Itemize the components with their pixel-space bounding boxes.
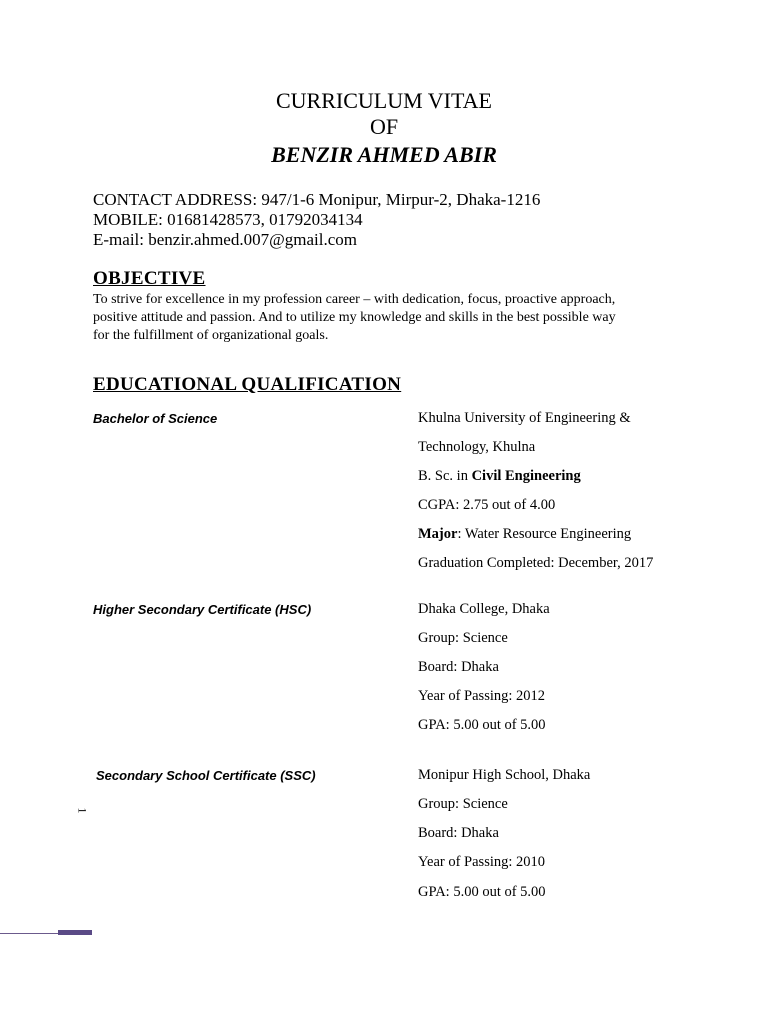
- contact-mobile: MOBILE: 01681428573, 01792034134: [93, 210, 363, 229]
- bsc-major-label: Major: [418, 526, 458, 542]
- bsc-major-value: : Water Resource Engineering: [457, 526, 632, 542]
- bsc-degree-title: Bachelor of Science: [93, 411, 218, 426]
- cv-title: CURRICULUM VITAE: [275, 88, 492, 113]
- objective-line: To strive for excellence in my profession career – with dedication, focus, proactive approach,: [93, 292, 616, 307]
- bsc-program-name: Civil Engineering: [471, 468, 581, 484]
- ssc-group: Group: Science: [418, 796, 508, 812]
- hsc-gpa: GPA: 5.00 out of 5.00: [418, 717, 546, 733]
- contact-section: [93, 190, 540, 250]
- bsc-program-prefix: B. Sc. in: [418, 468, 472, 484]
- objective-line: positive attitude and passion. And to utilize my knowledge and skills in the best possible way: [93, 310, 616, 325]
- candidate-name: BENZIR AHMED ABIR: [271, 142, 497, 167]
- bsc-institution-line1: Khulna University of Engineering &: [418, 410, 631, 426]
- bsc-graduation: Graduation Completed: December, 2017: [418, 555, 654, 571]
- objective-text: [93, 291, 683, 345]
- hsc-institution: Dhaka College, Dhaka: [418, 601, 550, 617]
- bsc-program: [418, 468, 581, 485]
- cv-title-of: OF: [369, 114, 399, 139]
- hsc-year: Year of Passing: 2012: [418, 688, 546, 704]
- hsc-degree-title: Higher Secondary Certificate (HSC): [93, 602, 312, 617]
- page-number: 1: [75, 807, 90, 814]
- bsc-institution-line2: Technology, Khulna: [418, 439, 536, 455]
- hsc-group: Group: Science: [418, 630, 508, 646]
- footer-accent-bar: [58, 930, 92, 935]
- ssc-degree-title: Secondary School Certificate (SSC): [96, 768, 316, 783]
- ssc-gpa: GPA: 5.00 out of 5.00: [418, 884, 546, 900]
- ssc-board: Board: Dhaka: [418, 825, 499, 841]
- bsc-cgpa: CGPA: 2.75 out of 4.00: [418, 497, 556, 513]
- ssc-institution: Monipur High School, Dhaka: [418, 767, 591, 783]
- bsc-major: [418, 526, 631, 543]
- objective-line: for the fulfillment of organizational goals.: [93, 328, 329, 343]
- objective-heading: OBJECTIVE: [93, 268, 206, 289]
- ssc-year: Year of Passing: 2010: [418, 854, 546, 870]
- education-heading: EDUCATIONAL QUALIFICATION: [93, 374, 402, 395]
- hsc-board: Board: Dhaka: [418, 659, 499, 675]
- contact-email: E-mail: benzir.ahmed.007@gmail.com: [93, 230, 357, 249]
- contact-address: CONTACT ADDRESS: 947/1-6 Monipur, Mirpur-2, Dhaka-1216: [93, 190, 541, 209]
